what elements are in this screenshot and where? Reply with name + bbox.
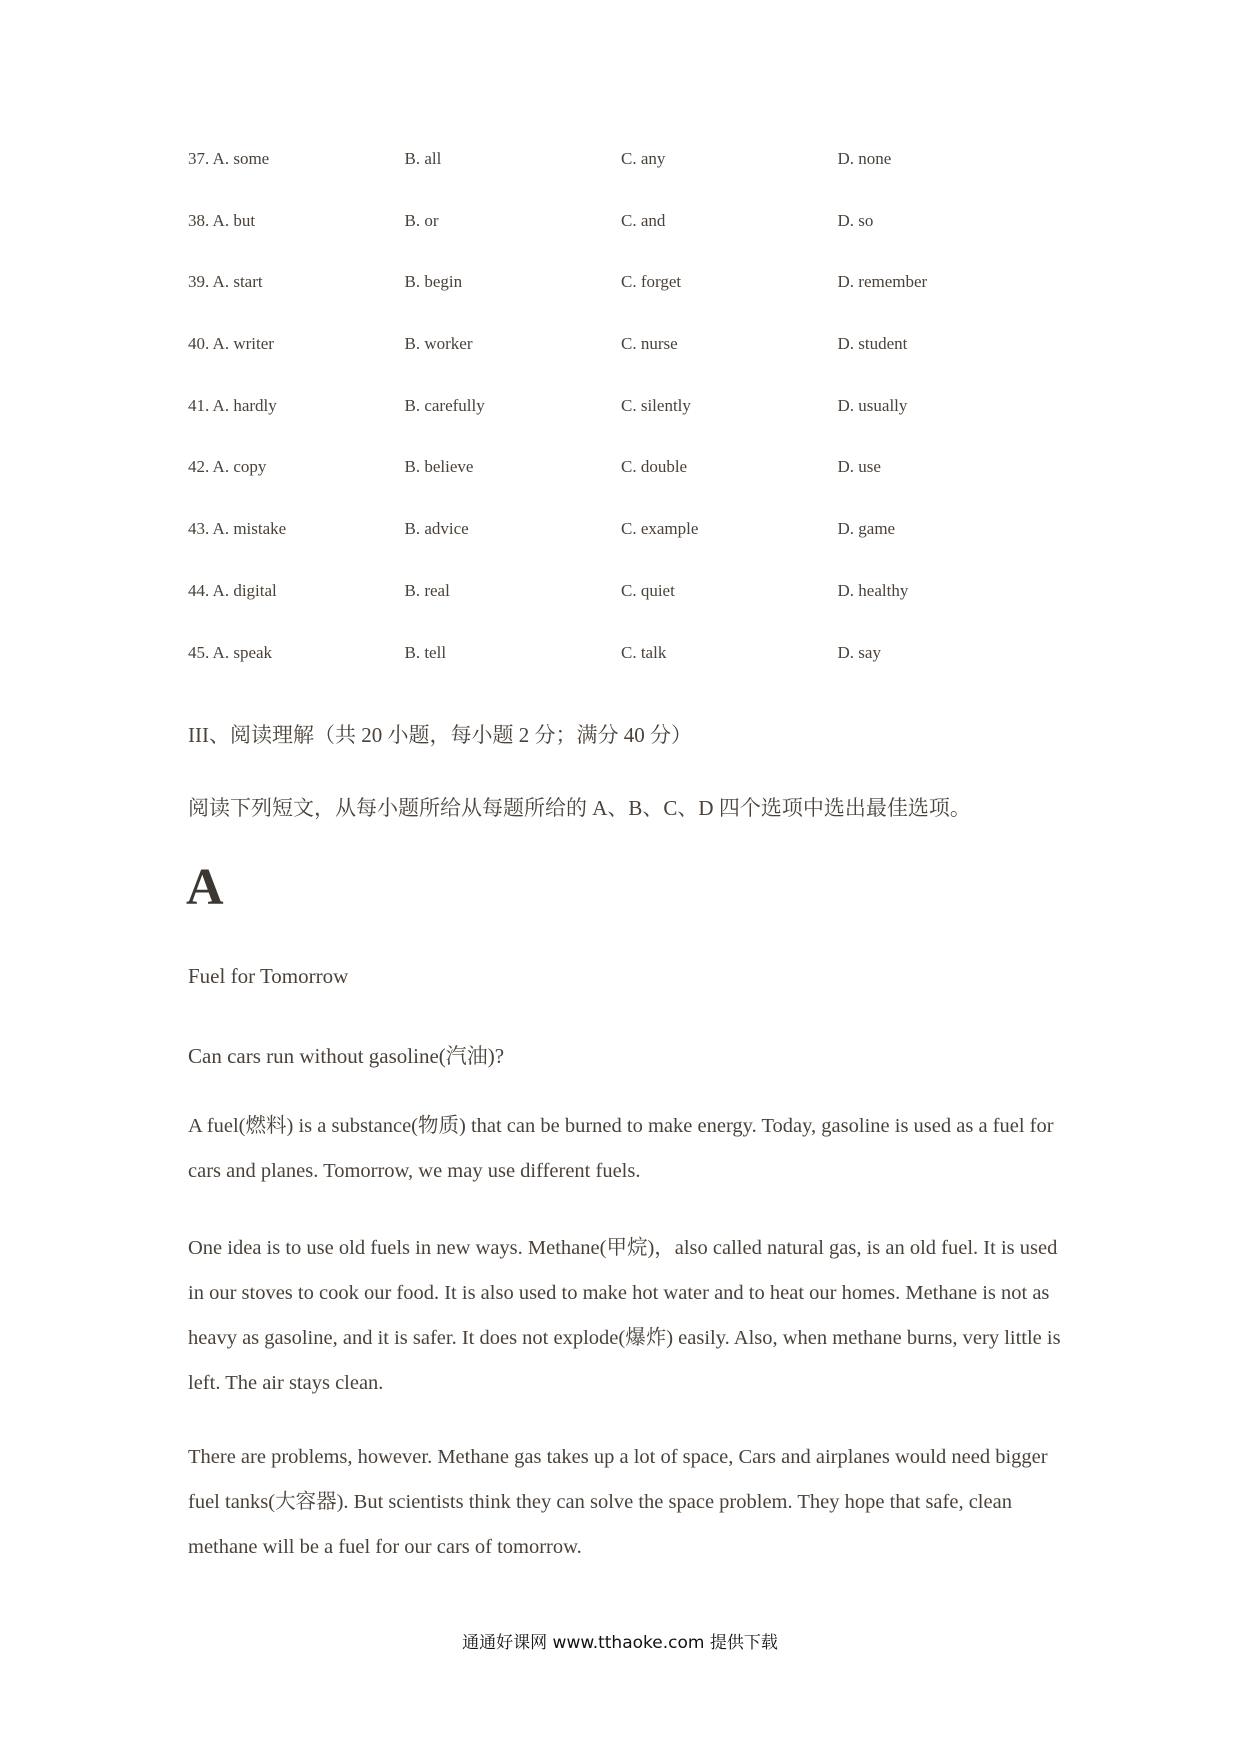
option-c: C. nurse [621, 334, 678, 354]
option-c: C. example [621, 519, 699, 539]
option-d: D. game [837, 519, 896, 539]
option-a: 44. A. digital [188, 580, 277, 600]
option-a: 42. A. copy [188, 457, 267, 477]
option-b: B. begin [404, 272, 463, 292]
passage-letter: A [186, 859, 224, 916]
option-row-40 [188, 333, 1068, 395]
option-c: C. forget [621, 272, 682, 292]
option-b: B. worker [404, 334, 473, 354]
option-c: C. talk [621, 642, 667, 662]
section-title: III、阅读理解（共 20 小题，每小题 2 分；满分 40 分） [188, 723, 692, 747]
option-b: B. tell [404, 642, 447, 662]
option-a: 37. A. some [188, 149, 270, 168]
passage-paragraph: One idea is to use old fuels in new ways. Methane(甲烷)，also called natural gas, is an old fuel. It is used in our stoves to cook our food. It is also used to make hot water and to heat our homes. Methane is not as heavy as gasoline, and it is safer. It does not explode(爆炸) easily. Also, when methane burns, very little is left. The air stays clean. [188, 1237, 1061, 1394]
option-a: 45. A. speak [188, 642, 273, 662]
option-row-41 [188, 395, 1068, 457]
option-a: 41. A. hardly [188, 395, 277, 415]
option-a: 40. A. writer [188, 334, 274, 354]
option-d: D. use [837, 457, 881, 477]
option-row-44 [188, 580, 1068, 642]
option-a: 38. A. but [188, 210, 256, 230]
option-c: C. silently [621, 395, 691, 415]
option-row-38 [188, 210, 1068, 272]
option-row-45 [188, 642, 1068, 704]
option-a: 39. A. start [188, 272, 263, 292]
option-b: B. all [404, 149, 442, 168]
option-c: C. and [621, 210, 666, 230]
option-c: C. double [621, 457, 688, 477]
option-b: B. carefully [404, 395, 485, 415]
option-row-43 [188, 518, 1068, 580]
passage-paragraph: A fuel(燃料) is a substance(物质) that can be burned to make energy. Today, gasoline is used as a fuel for cars and planes. Tomorrow, we may use different fuels. [188, 1115, 1054, 1182]
passage-question: Can cars run without gasoline(汽油)? [188, 1044, 505, 1068]
option-row-42 [188, 456, 1068, 518]
option-row-37 [188, 148, 1068, 210]
passage-paragraph: There are problems, however. Methane gas takes up a lot of space, Cars and airplanes would need bigger fuel tanks(大容器). But scientists think they can solve the space problem. They hope that safe, clean methane will be a fuel for our cars of tomorrow. [188, 1446, 1048, 1558]
option-b: B. or [404, 210, 439, 230]
option-d: D. say [837, 642, 881, 662]
option-d: D. none [837, 149, 892, 168]
option-c: C. any [621, 149, 666, 168]
option-d: D. student [837, 334, 908, 354]
option-d: D. so [837, 210, 874, 230]
option-d: D. usually [837, 395, 908, 415]
passage-title: Fuel for Tomorrow [188, 964, 349, 988]
option-row-39 [188, 271, 1068, 333]
option-a: 43. A. mistake [188, 519, 287, 539]
footer-watermark: 通通好课网 www.tthaoke.com 提供下载 [462, 1633, 778, 1653]
option-d: D. healthy [837, 580, 909, 600]
option-b: B. advice [404, 519, 469, 539]
section-instruction: 阅读下列短文，从每小题所给从每题所给的 A、B、C、D 四个选项中选出最佳选项。 [188, 796, 971, 820]
option-b: B. real [404, 580, 450, 600]
option-b: B. believe [404, 457, 474, 477]
answer-options [188, 148, 1068, 703]
option-c: C. quiet [621, 580, 675, 600]
option-d: D. remember [837, 272, 928, 292]
